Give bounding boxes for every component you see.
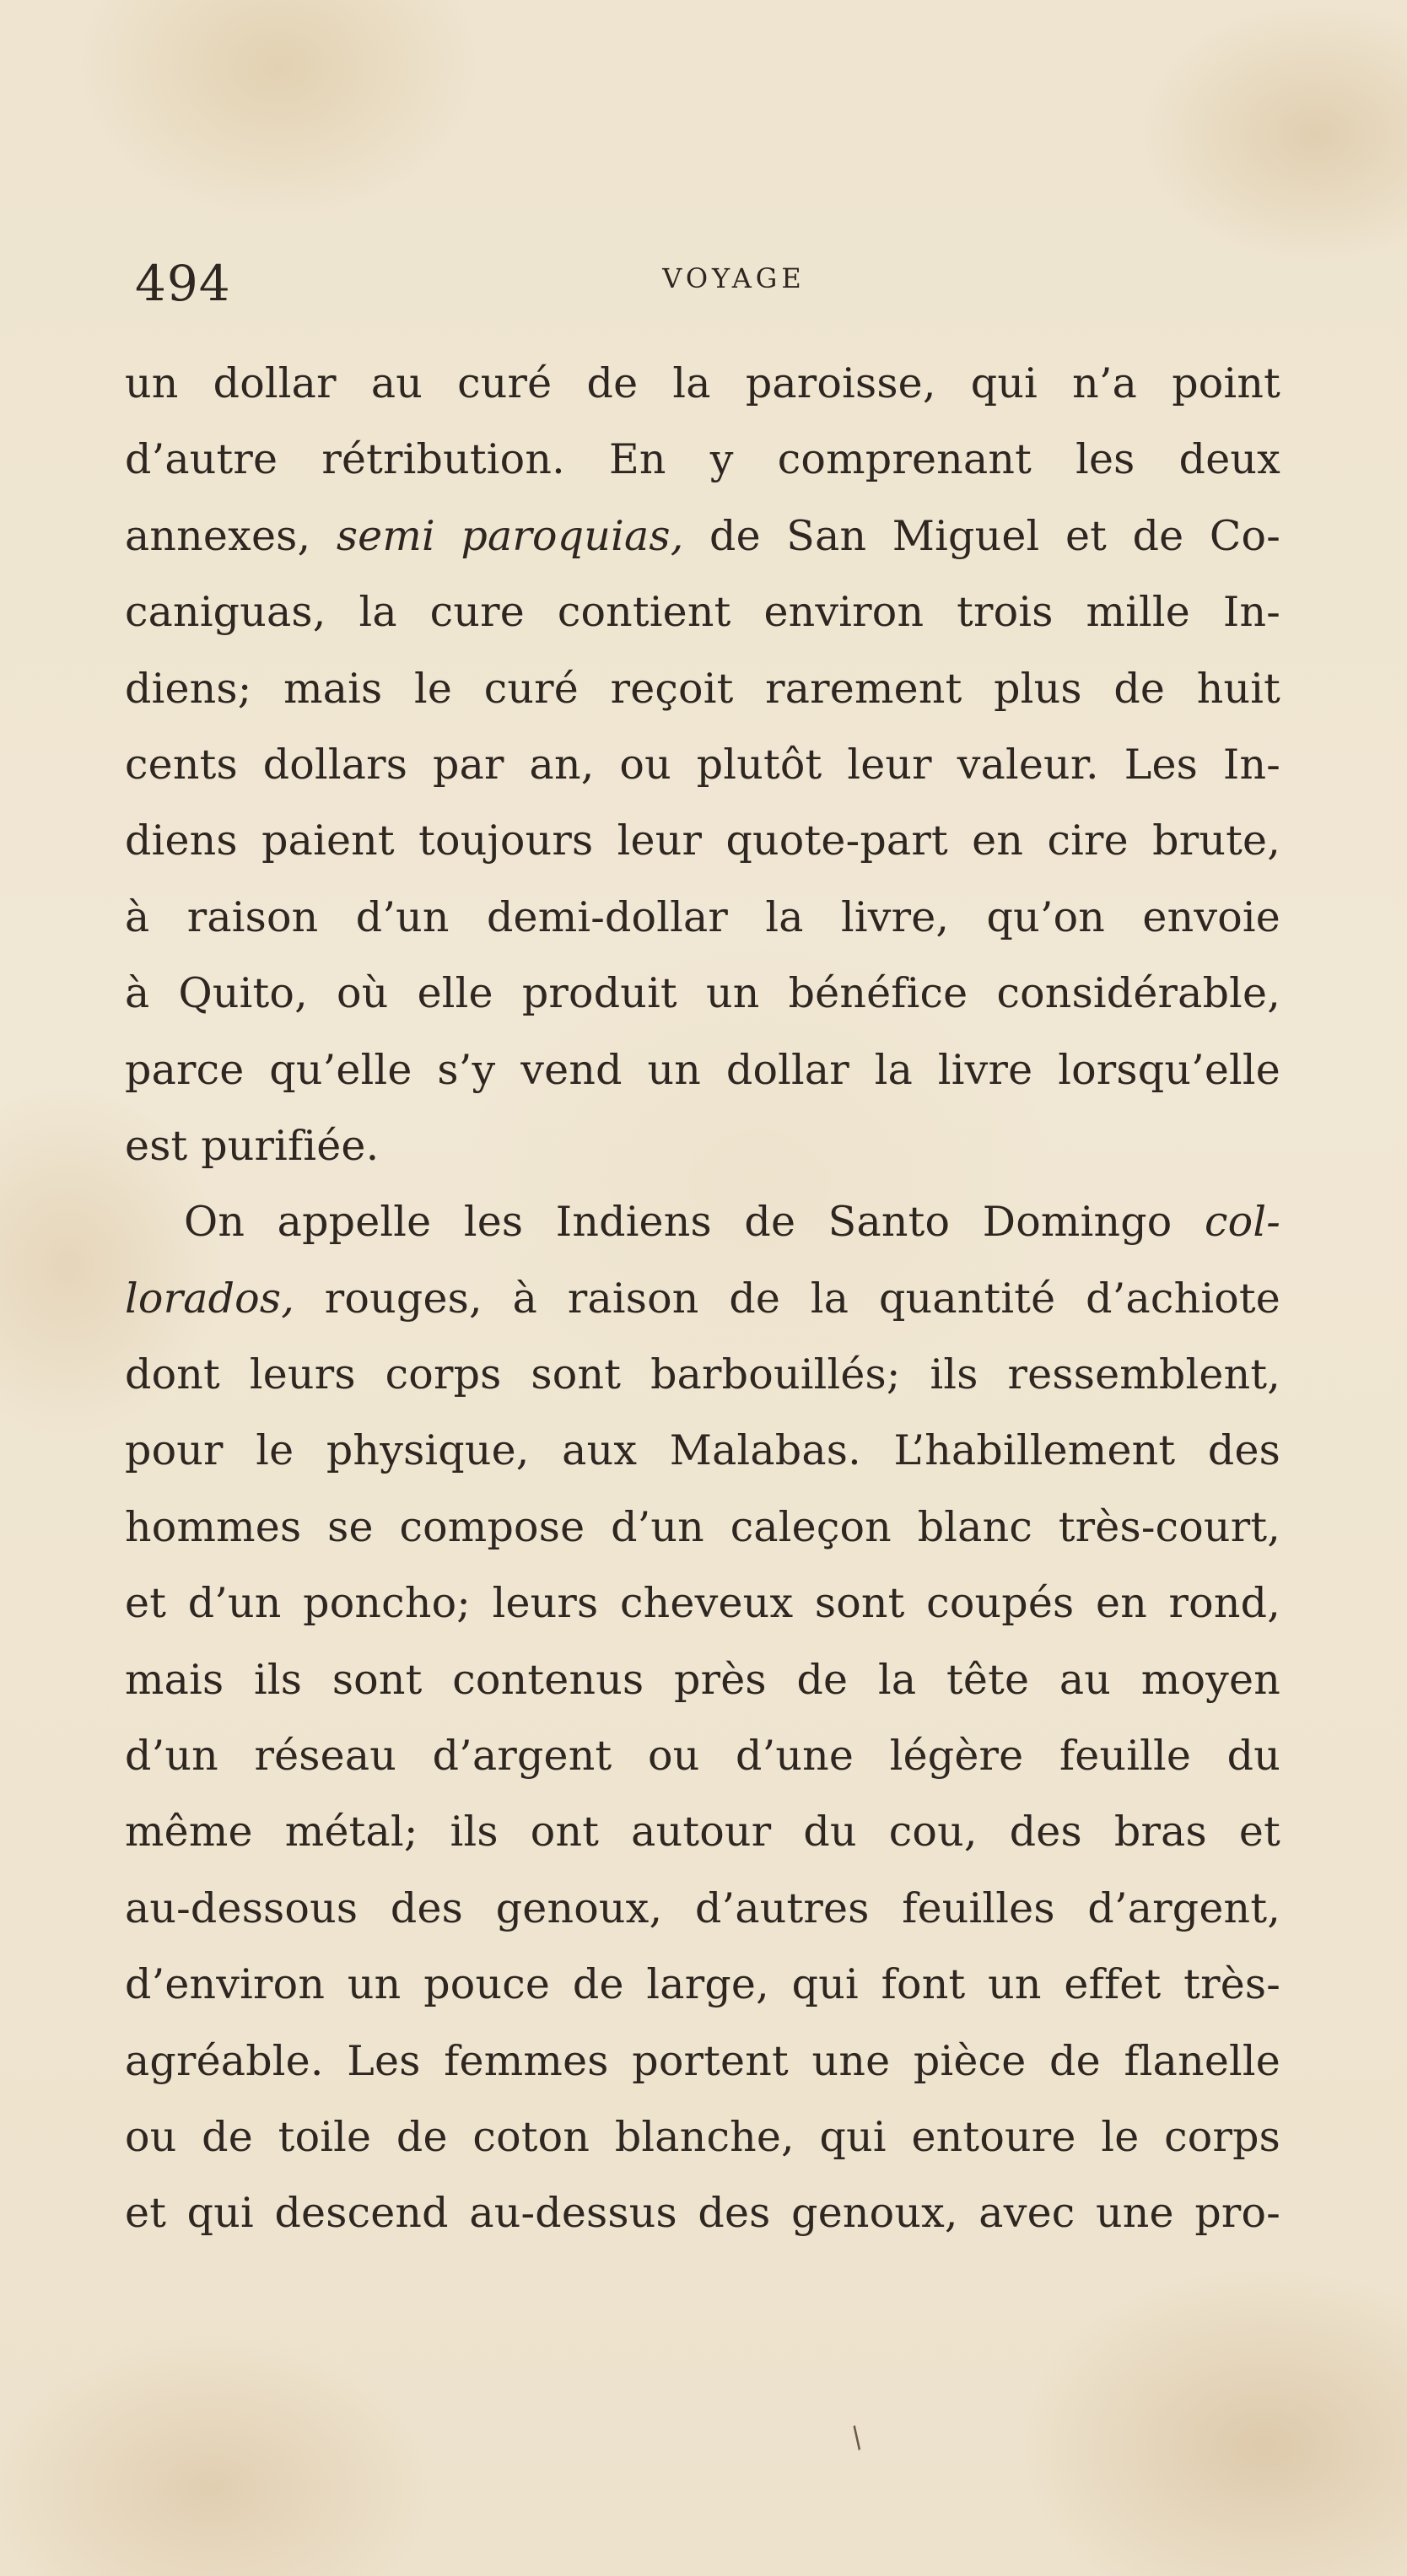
- text-line: hommes se compose d’un caleçon blanc très-court,: [125, 1502, 1280, 1551]
- text-line: cents dollars par an, ou plutôt leur valeur. Les In-: [125, 740, 1280, 789]
- text-line: caniguas, la cure contient environ trois mille In-: [125, 588, 1280, 637]
- text-line: même métal; ils ont autour du cou, des bras et: [125, 1808, 1280, 1857]
- text-line: et qui descend au-dessus des genoux, avec une pro-: [125, 2189, 1280, 2238]
- text-line: ou de toile de coton blanche, qui entoure le corps: [125, 2112, 1280, 2161]
- text-line: parce qu’elle s’y vend un dollar la livre lorsqu’elle: [125, 1045, 1280, 1094]
- text-line: pour le physique, aux Malabas. L’habillement des: [125, 1426, 1280, 1475]
- text-line: lorados, rouges, à raison de la quantité d’achiote: [125, 1274, 1280, 1323]
- italic-term: col-: [1205, 1198, 1280, 1247]
- text-line: d’un réseau d’argent ou d’une légère feuille du: [125, 1732, 1280, 1781]
- text-line: un dollar au curé de la paroisse, qui n’a point: [125, 359, 1280, 407]
- italic-term: semi paroquias,: [336, 511, 684, 560]
- text-line: annexes, semi paroquias, de San Miguel et de Co-: [125, 511, 1281, 560]
- page-number: 494: [135, 255, 231, 312]
- page-header: [135, 250, 1274, 317]
- text-line: agréable. Les femmes portent une pièce de flanelle: [125, 2036, 1280, 2085]
- text-line: est purifiée.: [125, 1121, 380, 1170]
- text-line: et d’un poncho; leurs cheveux sont coupés en rond,: [125, 1579, 1280, 1628]
- text-line: à Quito, où elle produit un bénéfice considérable,: [125, 969, 1280, 1018]
- text-line: d’autre rétribution. En y comprenant les deux: [125, 435, 1280, 484]
- text-line: d’environ un pouce de large, qui font un effet très-: [125, 1960, 1280, 2009]
- text-line: diens paient toujours leur quote-part en cire brute,: [125, 816, 1280, 865]
- italic-term: lorados,: [125, 1274, 294, 1323]
- text-line: diens; mais le curé reçoit rarement plus de huit: [125, 664, 1280, 713]
- text-line: dont leurs corps sont barbouillés; ils ressemblent,: [125, 1350, 1280, 1399]
- running-head: VOYAGE: [662, 262, 806, 294]
- text-line: mais ils sont contenus près de la tête au moyen: [125, 1655, 1280, 1704]
- text-line: au-dessous des genoux, d’autres feuilles d’argent,: [125, 1883, 1280, 1932]
- body-text: [125, 346, 1280, 2252]
- stray-ink-mark: /: [844, 2420, 870, 2455]
- text-line: On appelle les Indiens de Santo Domingo col-: [184, 1198, 1280, 1247]
- text-line: à raison d’un demi-dollar la livre, qu’on envoie: [125, 892, 1280, 941]
